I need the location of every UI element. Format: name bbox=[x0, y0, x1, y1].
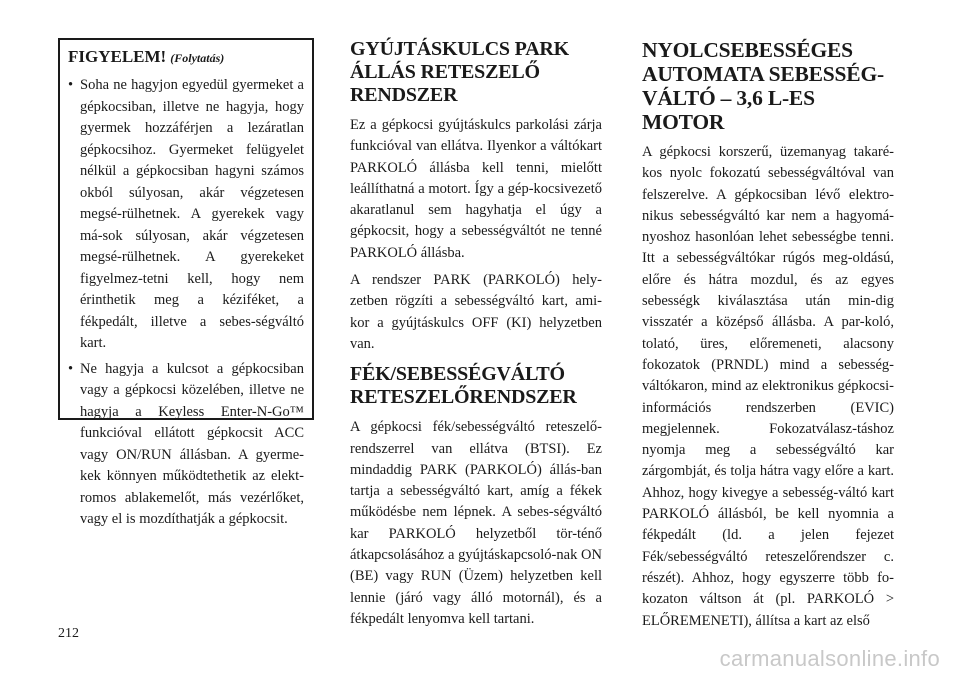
warning-box bbox=[58, 38, 314, 527]
section-heading: GYÚJTÁSKULCS PARK ÁLLÁS RETESZELŐ RENDSZER bbox=[350, 38, 570, 106]
column-right bbox=[642, 38, 894, 640]
paragraph: A gépkocsi fék/sebességváltó reteszelő-rendszerrel van ellátva (BTSI). Ez mindaddig PARK (PARKOLÓ) állás-ban tartja a sebességváltó kart, amíg a fékek működésbe nem lépnek. A sebes-ségváltó kar PARKOLÓ helyzetből tör-ténő átkapcsolásához a gyújtáskapcsoló-nak ON (BE) vagy RUN (Üzem) helyzetben kell lennie (járó vagy álló motornál), és a fékpedált lenyomva kell tartani. bbox=[350, 419, 602, 627]
bullet-icon: • bbox=[68, 360, 74, 377]
warning-item-text: Ne hagyja a kulcsot a gépkocsiban vagy a gépkocsi közelében, illetve ne hagyja a Keyless Enter-N-Go™ funkcióval ellátott gépkocsit ACC vagy ON/RUN állásban. A gyerme-kek könnyen működtethetik az elekt-romos ablakemelőt, más vezérlőket, vagy el is mozdíthatják a gépkocsit. bbox=[80, 360, 304, 527]
paragraph: A rendszer PARK (PARKOLÓ) hely-zetben rögzíti a sebességváltó kart, ami-kor a gyújtáskulcs OFF (KI) helyzetben van. bbox=[350, 272, 602, 352]
section-heading: NYOLCSEBESSÉGES AUTOMATA SEBESSÉG-VÁLTÓ – 3,6 L-ES MOTOR bbox=[642, 38, 884, 134]
warning-item bbox=[68, 75, 304, 355]
bullet-icon: • bbox=[68, 77, 74, 93]
paragraph: A gépkocsi korszerű, üzemanyag takaré-kos nyolc fokozatú sebességváltóval van felszerelve. A gépkocsiban lévő elektro-nikus sebességváltó kar nem a hagyomá-nyoshoz hasonlóan lehet sebességbe tenni. Itt a sebességváltókar rúgós meg-oldású, előre és hátra mozdul, és az egyes sebességk kiválasztása után min-dig visszatér a középső állásba. A par-koló, tolató, üres, előremeneti, alacsony fokozatok (PRNDL) mind a sebesség-váltókaron, mind az elektronikus gépkocsi-információs rendszerben (EVIC) megjelennek. Fokozatválasz-táshoz nyomja meg a sebességváltó kar zárgombját, és tolja hátra vagy előre a kart. Ahhoz, hogy kivegye a sebesség-váltó kart PARKOLÓ állásból, be kell nyomnia a fékpedált (ld. a jelen fejezet Fék/sebességváltó reteszelőrendszer c. részét). Ahhoz, hogy egyszerre több fo-kozaton váltson át (pl. PARKOLÓ > ELŐREMENETI), állítsa a kart az első bbox=[642, 144, 894, 629]
warning-continued-label: (Folytatás) bbox=[170, 51, 225, 65]
watermark: carmanualsonline.info bbox=[719, 646, 940, 671]
section-eight-speed bbox=[642, 38, 894, 632]
warning-item bbox=[68, 359, 304, 531]
warning-title bbox=[68, 46, 304, 69]
section-brake-shift bbox=[350, 363, 602, 630]
warning-title-text: FIGYELEM! bbox=[68, 47, 167, 66]
section-heading: FÉK/SEBESSÉGVÁLTÓ RETESZELŐRENDSZER bbox=[350, 363, 577, 409]
paragraph: Ez a gépkocsi gyújtáskulcs parkolási zárja funkcióval van ellátva. Ilyenkor a váltókart PARKOLÓ állásba kell tenni, mielőtt leállíthatná a motort. Így a gép-kocsivezető akaratlanul sem hagyhatja el úgy a gépkocsit, hogy a sebességváltót ne tenné PARKOLÓ állásba. bbox=[350, 117, 602, 261]
section-park-lock bbox=[350, 38, 602, 355]
warning-list bbox=[68, 75, 304, 531]
column-middle bbox=[350, 38, 602, 638]
warning-item-text: Soha ne hagyjon egyedül gyermeket a gépkocsiban, illetve ne hagyja, hogy gyermek hozzáférjen a lezáratlan gépkocsihoz. Gyermeket felügyelet nélkül a gépkocsiban hagyni számos okból súlyosan, akár végzetesen megsé-rülhetnek. A gyerekek vagy má-sok súlyosan, akár végzetesen megsé-rülhetnek. A gyerekeket figyelmez-tetni kell, hogy nem érinthetik meg a kéziféket, a fékpedált, illetve a sebes-ségváltó kart. bbox=[80, 77, 304, 351]
page-number: 212 bbox=[58, 626, 79, 641]
